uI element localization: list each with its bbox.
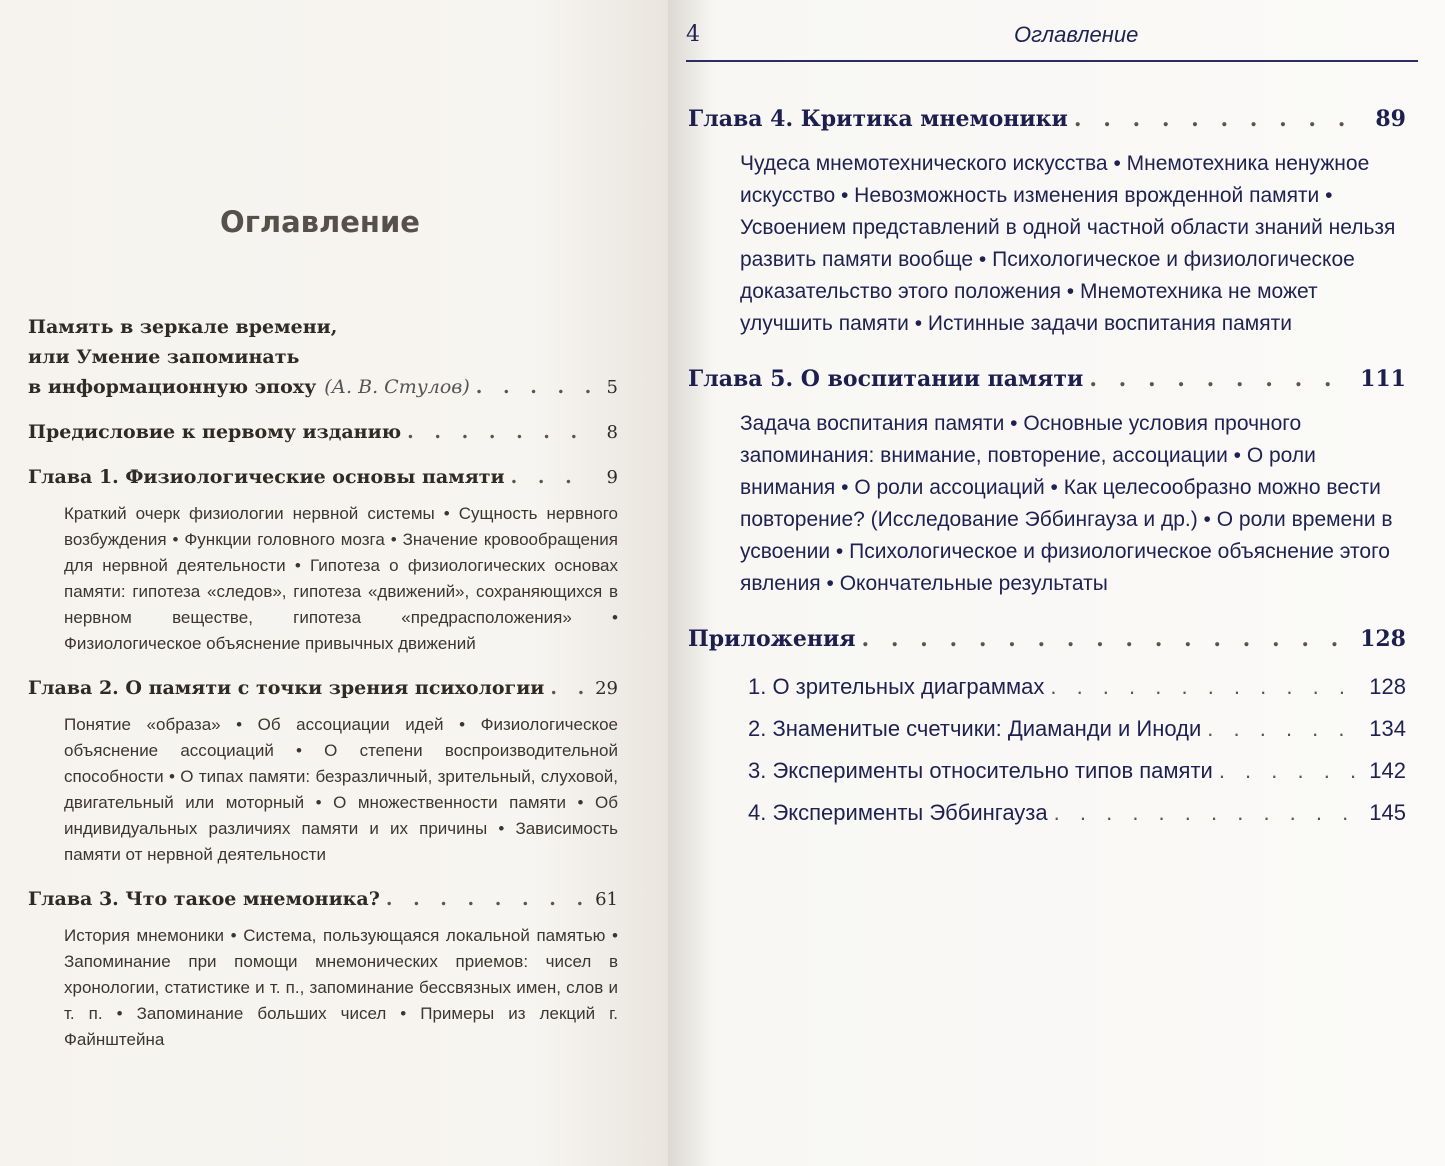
intro-line1: Память в зеркале времени,	[28, 316, 338, 338]
page-number: 145	[1369, 800, 1406, 825]
entry-title: Глава 2. О памяти с точки зрения психологии	[28, 677, 545, 699]
appendix-label: 4. Эксперименты Эббингауза	[748, 800, 1048, 825]
chapter5-description: Задача воспитания памяти • Основные условия прочного запоминания: внимание, повторение, ассоциации • О роли внимания • О роли ассоциаций • Как целесообразно можно вести повторение? (Исследование Эббингауза и др.) • О роли времени в усвоении • Психологическое и физиологическое объяснение этого явления • Окончательные результаты	[740, 412, 1393, 595]
toc-entry-preface[interactable]	[28, 417, 618, 448]
entry-title: Глава 1. Физиологические основы памяти	[28, 466, 505, 488]
page-number: 134	[1369, 716, 1406, 741]
page-number: 5	[606, 377, 618, 398]
intro-line3: в информационную эпоху (А. В. Стулов)	[28, 376, 470, 398]
toc-entry-chapter1[interactable]	[28, 462, 618, 493]
page-number: 89	[1375, 106, 1406, 132]
chapter1-description: Краткий очерк физиологии нервной системы • Сущность нервного возбуждения • Функции головного мозга • Значение кровообращения для нервной деятельности • Гипотеза о физиологических основах памяти: гипотеза «следов», гипотеза «движений», сохраняющихся в нервном веществе, гипотеза «предрасположения» • Физиологическое объяснение привычных движений	[64, 504, 618, 653]
left-page	[0, 0, 668, 1166]
toc-entry-appendices[interactable]	[688, 622, 1406, 656]
leader-dots	[862, 622, 1355, 656]
appendix-label: 2. Знаменитые счетчики: Диаманди и Иноди	[748, 716, 1202, 741]
leader-dots	[511, 462, 584, 492]
appendix-item[interactable]	[688, 666, 1406, 708]
toc-entry-chapter4[interactable]	[688, 102, 1406, 136]
leader-dots	[386, 884, 584, 914]
chapter2-description: Понятие «образа» • Об ассоциации идей • Физиологическое объяснение ассоциаций • О степени воспроизводительной способности • О типах памяти: безразличный, зрительный, слуховой, двигательный или моторный • О множественности памяти • Об индивидуальных различиях памяти и их причины • Зависимость памяти от нервной деятельности	[64, 715, 618, 864]
toc-entry-chapter2[interactable]	[28, 673, 618, 704]
running-header	[686, 20, 1418, 64]
page-number: 8	[606, 422, 618, 443]
entry-title: Приложения	[688, 626, 856, 652]
page-number: 128	[1360, 626, 1406, 652]
intro-line2: или Умение запоминать	[28, 346, 300, 368]
appendix-label: 3. Эксперименты относительно типов памяти	[748, 758, 1213, 783]
page-number-header: 4	[686, 22, 700, 47]
leader-dots	[476, 372, 601, 402]
leader-dots	[550, 673, 584, 703]
toc-entry-chapter5[interactable]	[688, 362, 1406, 396]
toc-entry-intro[interactable]	[28, 312, 618, 403]
page-number: 128	[1369, 674, 1406, 699]
entry-title: Глава 3. Что такое мнемоника?	[28, 888, 380, 910]
running-head-title: Оглавление	[1014, 22, 1139, 47]
right-page	[668, 0, 1445, 1166]
appendix-item[interactable]	[688, 708, 1406, 750]
leader-dots	[1089, 362, 1354, 396]
leader-dots	[1054, 792, 1360, 834]
appendix-item[interactable]	[688, 792, 1406, 834]
page-number: 142	[1369, 758, 1406, 783]
entry-title: Глава 5. О воспитании памяти	[688, 366, 1084, 392]
chapter3-description: История мнемоники • Система, пользующаяся локальной памятью • Запоминание при помощи мнемонических приемов: чисел в хронологии, статистике и т. п., запоминание бессвязных имен, слов и т. п. • Запоминание больших чисел • Примеры из лекций г. Файнштейна	[64, 926, 618, 1049]
page-title: Оглавление	[220, 205, 420, 239]
intro-author: (А. В. Стулов)	[324, 376, 470, 398]
entry-title: Предисловие к первому изданию	[28, 421, 402, 443]
leader-dots	[407, 417, 584, 447]
left-toc	[28, 312, 618, 1069]
leader-dots	[1050, 666, 1360, 708]
leader-dots	[1074, 102, 1364, 136]
page-number: 61	[595, 889, 618, 910]
chapter4-description: Чудеса мнемотехнического искусства • Мнемотехника ненужное искусство • Невозможность изменения врожденной памяти • Усвоением представлений в одной частной области знаний нельзя развить памяти вообще • Психологическое и физиологическое доказательство этого положения • Мнемотехника не может улучшить памяти • Истинные задачи воспитания памяти	[740, 152, 1396, 335]
leader-dots	[1207, 708, 1360, 750]
entry-title: Глава 4. Критика мнемоники	[688, 106, 1068, 132]
page-number: 9	[606, 467, 618, 488]
right-toc	[688, 102, 1406, 834]
header-rule	[686, 60, 1418, 62]
leader-dots	[1219, 750, 1360, 792]
toc-entry-chapter3[interactable]	[28, 884, 618, 915]
appendix-list	[688, 666, 1406, 834]
appendix-label: 1. О зрительных диаграммах	[748, 674, 1045, 699]
page-number: 29	[595, 678, 618, 699]
page-number: 111	[1360, 366, 1406, 392]
appendix-item[interactable]	[688, 750, 1406, 792]
